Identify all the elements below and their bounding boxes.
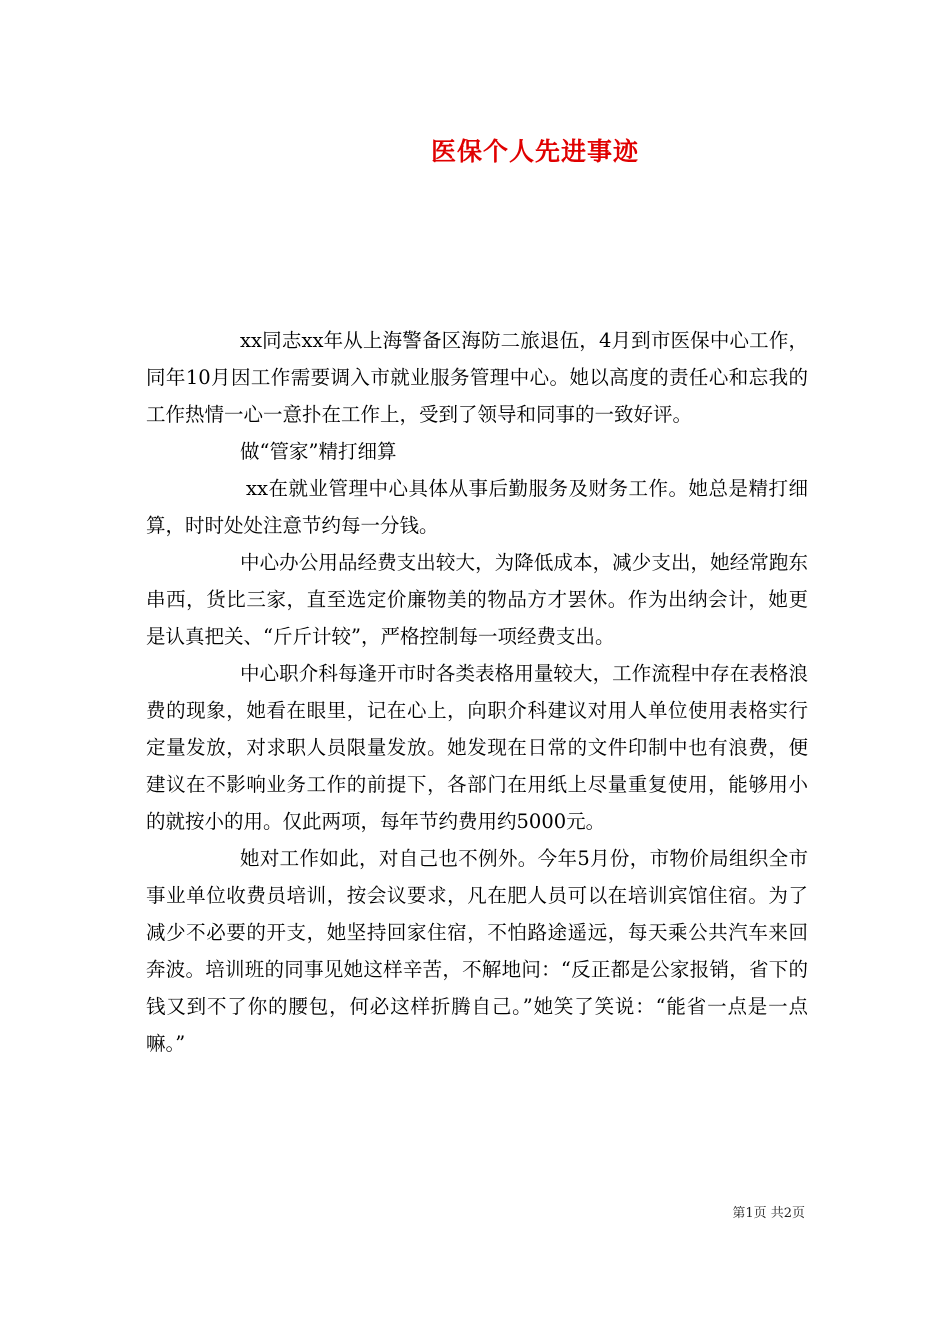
paragraph-training: 她对工作如此，对自己也不例外。今年5月份，市物价局组织全市事业单位收费员培训，按会议要求，凡在肥人员可以在培训宾馆住宿。为了减少不必要的开支，她坚持回家住宿，不怕路途遥远，每天乘公共汽车来回奔波。培训班的同事见她这样辛苦，不解地问：“反正都是公家报销，省下的钱又到不了你的腰包，何必这样折腾自己。”她笑了笑说：“能省一点是一点嘛。” (146, 847, 808, 1055)
document-title: 医保个人先进事迹 (430, 137, 639, 166)
paragraph-role: xx在就业管理中心具体从事后勤服务及财务工作。她总是精打细算，时时处处注意节约每一分钱。 (146, 477, 808, 537)
paragraph-office-supplies: 中心办公用品经费支出较大，为降低成本，减少支出，她经常跑东串西，货比三家，直至选定价廉物美的物品方才罢休。作为出纳会计，她更是认真把关、“斤斤计较”，严格控制每一项经费支出。 (146, 551, 808, 648)
page-number-footer: 第1页 共2页 (732, 1206, 805, 1221)
paragraph-intro: xx同志xx年从上海警备区海防二旅退伍，4月到市医保中心工作，同年10月因工作需要调入市就业服务管理中心。她以高度的责任心和忘我的工作热情一心一意扑在工作上，受到了领导和同事的一致好评。 (146, 329, 808, 426)
document-body (146, 322, 808, 1062)
paragraph-forms-saving: 中心职介科每逢开市时各类表格用量较大，工作流程中存在表格浪费的现象，她看在眼里，记在心上，向职介科建议对用人单位使用表格实行定量发放，对求职人员限量发放。她发现在日常的文件印制中也有浪费，便建议在不影响业务工作的前提下，各部门在用纸上尽量重复使用，能够用小的就按小的用。仅此两项，每年节约费用约5000元。 (146, 662, 808, 833)
section-heading: 做“管家”精打细算 (240, 440, 397, 463)
